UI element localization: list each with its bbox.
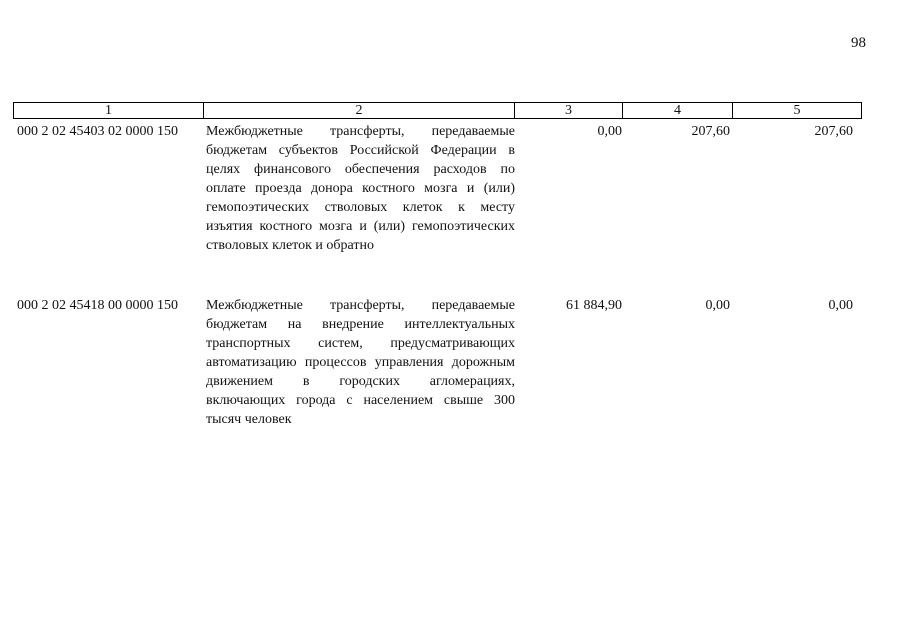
row-value-col-3: 0,00 <box>597 124 622 139</box>
row-description: Межбюджетные трансферты, передаваемые бюджетам субъектов Российской Федерации в целях финансового обеспечения расходов по оплате проезда донора костного мозга и (или) гемопоэтических стволовых клеток к месту изъятия костного мозга и (или) гемопоэтических стволовых клеток и обратно <box>206 124 515 253</box>
row-value-col-4: 207,60 <box>691 124 730 139</box>
page-number: 98 <box>851 35 866 51</box>
row-code: 000 2 02 45418 00 0000 150 <box>17 298 178 313</box>
row-code: 000 2 02 45403 02 0000 150 <box>17 124 178 139</box>
row-value-col-5: 0,00 <box>828 298 853 313</box>
header-col-2: 2 <box>204 103 515 118</box>
row-value-col-4: 0,00 <box>705 298 730 313</box>
row-description: Межбюджетные трансферты, передаваемые бюджетам на внедрение интеллектуальных транспортных систем, предусматривающих автоматизацию процессов управления дорожным движением в городских агломерациях, включающих города с населением свыше 300 тысяч человек <box>206 298 515 427</box>
header-col-1: 1 <box>14 103 204 118</box>
header-col-4: 4 <box>623 103 733 118</box>
row-value-col-5: 207,60 <box>814 124 853 139</box>
header-col-5: 5 <box>793 103 801 118</box>
header-col-3: 3 <box>515 103 623 118</box>
row-value-col-3: 61 884,90 <box>566 298 622 313</box>
table-header-row <box>13 102 862 119</box>
